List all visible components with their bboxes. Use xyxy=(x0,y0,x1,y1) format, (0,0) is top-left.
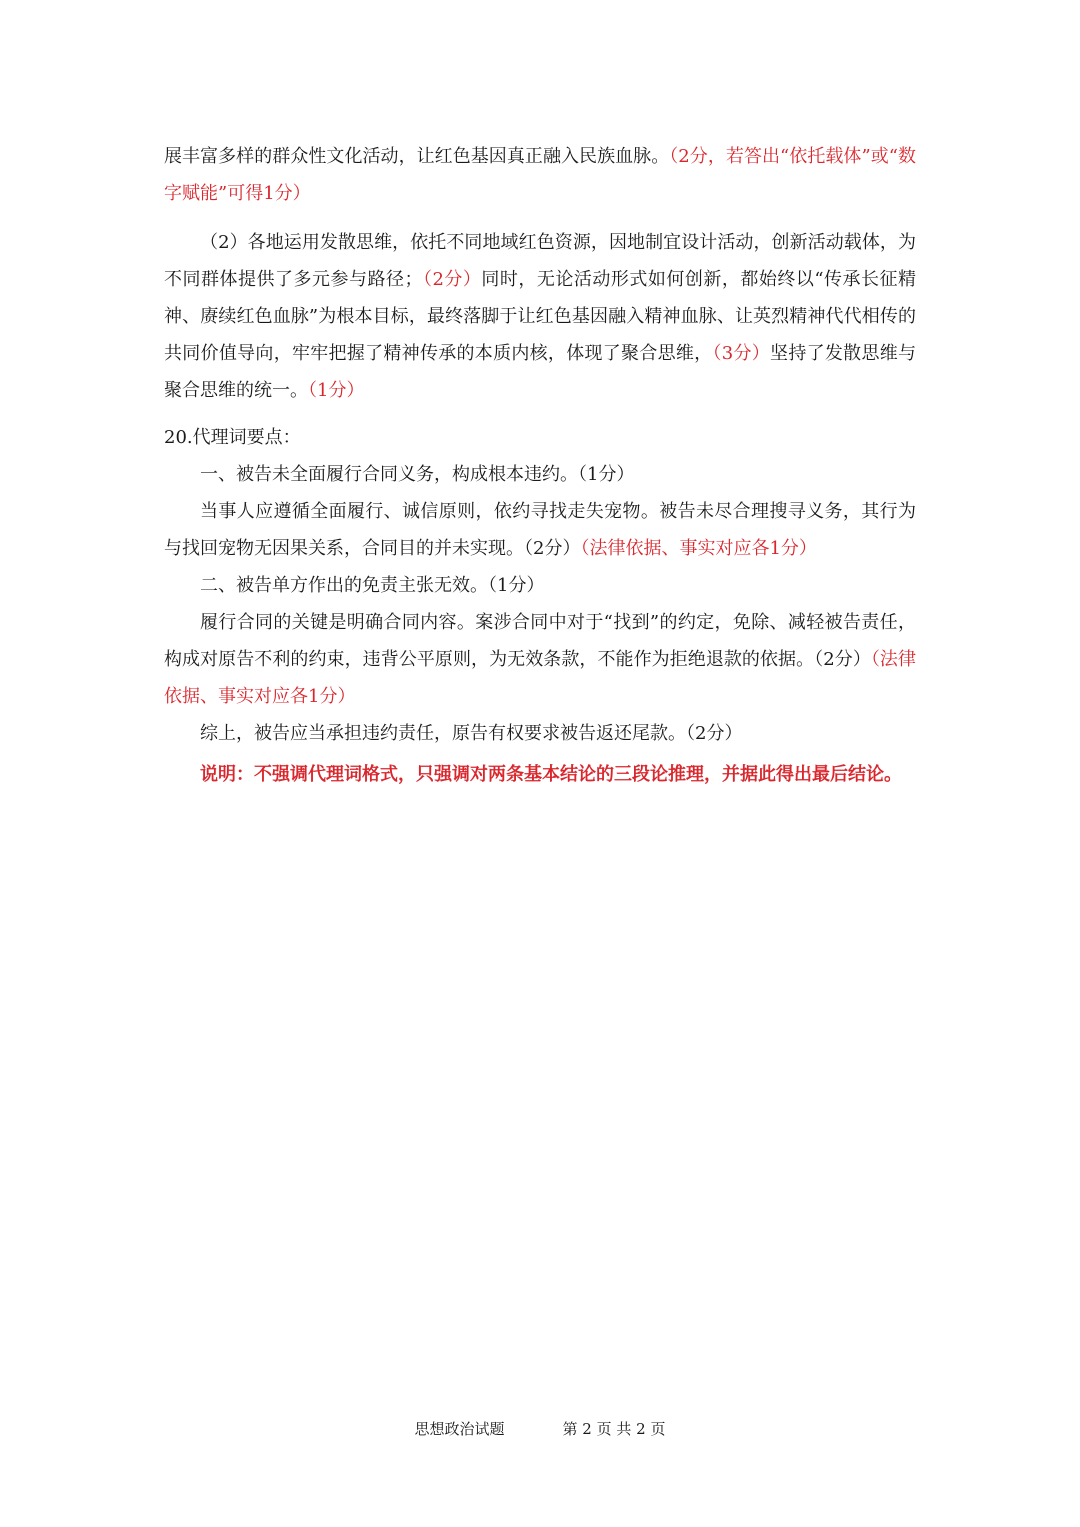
paragraph-continued xyxy=(164,138,916,212)
point-two: 二、被告单方作出的免责主张无效。（1分） xyxy=(200,575,545,596)
paragraph-text: 坚持了发散思维与聚合思维的统一。 xyxy=(164,343,917,401)
score-note: （法律依据、事实对应各1分） xyxy=(164,649,916,707)
page-footer xyxy=(0,1418,1080,1439)
point-two-detail xyxy=(164,604,916,715)
conclusion: 综上，被告应当承担违约责任，原告有权要求被告返还尾款。（2分） xyxy=(200,723,743,744)
paragraph-text: （2）各地运用发散思维，依托不同地域红色资源，因地制宜设计活动，创新活动载体，为不同群体提供了多元参与路径； xyxy=(164,232,916,290)
point-one: 一、被告未全面履行合同义务，构成根本违约。（1分） xyxy=(200,464,635,485)
answer-content xyxy=(164,138,916,793)
score-note: （2分） xyxy=(422,269,482,290)
paragraph-text: 当事人应遵循全面履行、诚信原则，依约寻找走失宠物。被告未尽合理搜寻义务，其行为与找回宠物无因果关系，合同目的并未实现。（2分） xyxy=(164,501,916,559)
footer-title: 思想政治试题 xyxy=(414,1420,505,1438)
paragraph-text: 履行合同的关键是明确合同内容。案涉合同中对于“找到”的约定，免除、减轻被告责任，构成对原告不利的约束，违背公平原则，为无效条款，不能作为拒绝退款的依据。（2分） xyxy=(164,612,916,670)
question-heading: 20.代理词要点： xyxy=(164,427,301,448)
score-note: （1分） xyxy=(308,380,365,401)
paragraph-text: 同时，无论活动形式如何创新，都始终以“传承长征精神、赓续红色血脉”为根本目标，最终落脚于让红色基因融入精神血脉、让英烈精神代代相传的共同价值导向，牢牢把握了精神传承的本质内核，体现了聚合思维， xyxy=(164,269,917,364)
grading-remark: 说明：不强调代理词格式，只强调对两条基本结论的三段论推理，并据此得出最后结论。 xyxy=(200,764,902,785)
score-note: （3分） xyxy=(712,343,771,364)
point-one-detail xyxy=(164,493,916,567)
score-note: （2分，若答出“依托载体”或“数字赋能”可得1分） xyxy=(164,146,916,204)
score-note: （法律依据、事实对应各1分） xyxy=(580,538,817,559)
paragraph-text: 展丰富多样的群众性文化活动，让红色基因真正融入民族血脉。 xyxy=(164,146,670,167)
page-number: 第 2 页 共 2 页 xyxy=(562,1420,666,1438)
paragraph-q2 xyxy=(164,224,916,409)
